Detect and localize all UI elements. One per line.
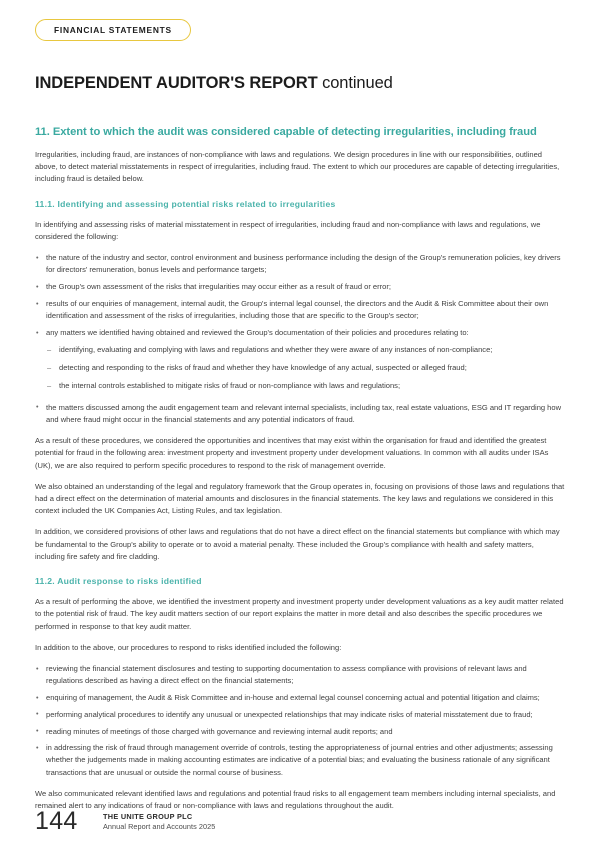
subsection-11-2-lead-in: In addition to the above, our procedures to respond to risks identified included the following: [35, 642, 342, 652]
bullet-list-11-1-b [35, 402, 565, 426]
list-item: • enquiring of management, the Audit & Risk Committee and in-house and external legal counsel concerning actual and potential litigation and claims; [35, 692, 565, 704]
paragraph-framework: We also obtained an understanding of the legal and regulatory framework that the Group operates in, focusing on provisions of those laws and regulations that had a direct effect on the determination of material amounts and disclosures in the financial statements. The key laws and regulations we considered in this context included the UK Companies Act, Listing Rules, and tax legislation. [35, 481, 565, 516]
paragraph-result: As a result of these procedures, we considered the opportunities and incentives that may exist within the organisation for fraud and identified the greatest potential for fraud in the following area: investment property and investment property under development valuations. In common with all audits under ISAs (UK), we are also required to perform specific procedures to respond to the risk of management override. [35, 436, 549, 470]
subsection-11-2-intro: As a result of performing the above, we identified the investment property and investment property under development valuations as a key audit matter related to the potential risk of fraud. The key audit matters section of our report explains the matter in more detail and also describes the specific procedures we performed in response to that key audit matter. [35, 597, 564, 631]
paragraph-other-laws: In addition, we considered provisions of other laws and regulations that do not have a direct effect on the financial statements but compliance with which may be fundamental to the Group's ability to operate or to avoid a material penalty. These included the Group's compliance with health and safety matters, including fire safety and fire cladding. [35, 527, 560, 561]
page-title-continued-text: continued [322, 74, 393, 93]
sub-heading-11-1: 11.1. Identifying and assessing potential risks related to irregularities [35, 198, 336, 209]
page-footer [35, 809, 565, 834]
list-item: • the nature of the industry and sector, control environment and business performance including the design of the Group's remuneration policies, key drivers for directors' remuneration, bonus levels and performance targets; [35, 252, 565, 276]
list-item: • results of our enquiries of management, internal audit, the Group's internal legal counsel, the directors and the Audit & Risk Committee about their own identification and assessment of the risks of irregularities, including those that are specific to the Group's sector; [35, 298, 565, 322]
section-intro-paragraph: Irregularities, including fraud, are instances of non-compliance with laws and regulations. We design procedures in line with our responsibilities, outlined above, to detect material misstatements in respect of irregularities, including fraud. The extent to which our procedures are capable of detecting irregularities, including fraud is detailed below. [35, 149, 560, 184]
list-item: – identifying, evaluating and complying with laws and regulations and whether they were aware of any instances of non-compliance; [46, 344, 565, 356]
list-item: – detecting and responding to the risks of fraud and whether they have knowledge of any actual, suspected or alleged fraud; [46, 362, 565, 374]
list-item: – the internal controls established to mitigate risks of fraud or non-compliance with laws and regulations; [46, 380, 565, 392]
section-badge: FINANCIAL STATEMENTS [35, 19, 191, 41]
footer-company-name: THE UNITE GROUP PLC [103, 811, 193, 821]
footer-page-number: 144 [35, 807, 78, 835]
list-item: • the matters discussed among the audit engagement team and relevant internal specialists, including tax, real estate valuations, ESG and IT regarding how and where fraud might occur in the financial statements and any potential indicators of fraud. [35, 402, 565, 426]
list-item: • reading minutes of meetings of those charged with governance and reviewing internal audit reports; and [35, 726, 565, 738]
footer-text-block [103, 812, 215, 834]
page-title [35, 74, 565, 93]
subsection-11-1-intro: In identifying and assessing risks of material misstatement in respect of irregularities, including fraud and non-compliance with laws and regulations, we considered the following: [35, 219, 541, 241]
list-item: • performing analytical procedures to identify any unusual or unexpected relationships that may indicate risks of material misstatement due to fraud; [35, 709, 565, 721]
list-item: • reviewing the financial statement disclosures and testing to supporting documentation to assess compliance with provisions of relevant laws and regulations described as having a direct effect on the financial statements; [35, 663, 565, 687]
sub-bullet-list-11-1 [35, 344, 565, 393]
page-title-main: INDEPENDENT AUDITOR'S REPORT [35, 74, 318, 93]
bullet-list-11-2 [35, 663, 565, 779]
bullet-list-11-1-a [35, 252, 565, 339]
section-heading-11: 11. Extent to which the audit was considered capable of detecting irregularities, including fraud [35, 126, 537, 139]
list-item: • in addressing the risk of fraud through management override of controls, testing the appropriateness of journal entries and other adjustments; assessing whether the judgements made in making accounting estimates are indicative of a potential bias; and evaluating the business rationale of any significant transactions that are unusual or outside the normal course of business. [35, 742, 565, 779]
list-item: • the Group's own assessment of the risks that irregularities may occur either as a result of fraud or error; [35, 281, 565, 293]
sub-heading-11-2: 11.2. Audit response to risks identified [35, 576, 202, 587]
footer-report-title: Annual Report and Accounts 2025 [103, 822, 216, 832]
page-title-continued [318, 74, 393, 92]
list-item: • any matters we identified having obtained and reviewed the Group's documentation of their policies and procedures relating to: [35, 327, 565, 339]
section-badge-row [35, 0, 565, 41]
paragraph-closing: We also communicated relevant identified laws and regulations and potential fraud risks to all engagement team members including internal specialists, and remained alert to any indications of fraud or non-compliance with laws and regulations throughout the audit. [35, 788, 556, 811]
